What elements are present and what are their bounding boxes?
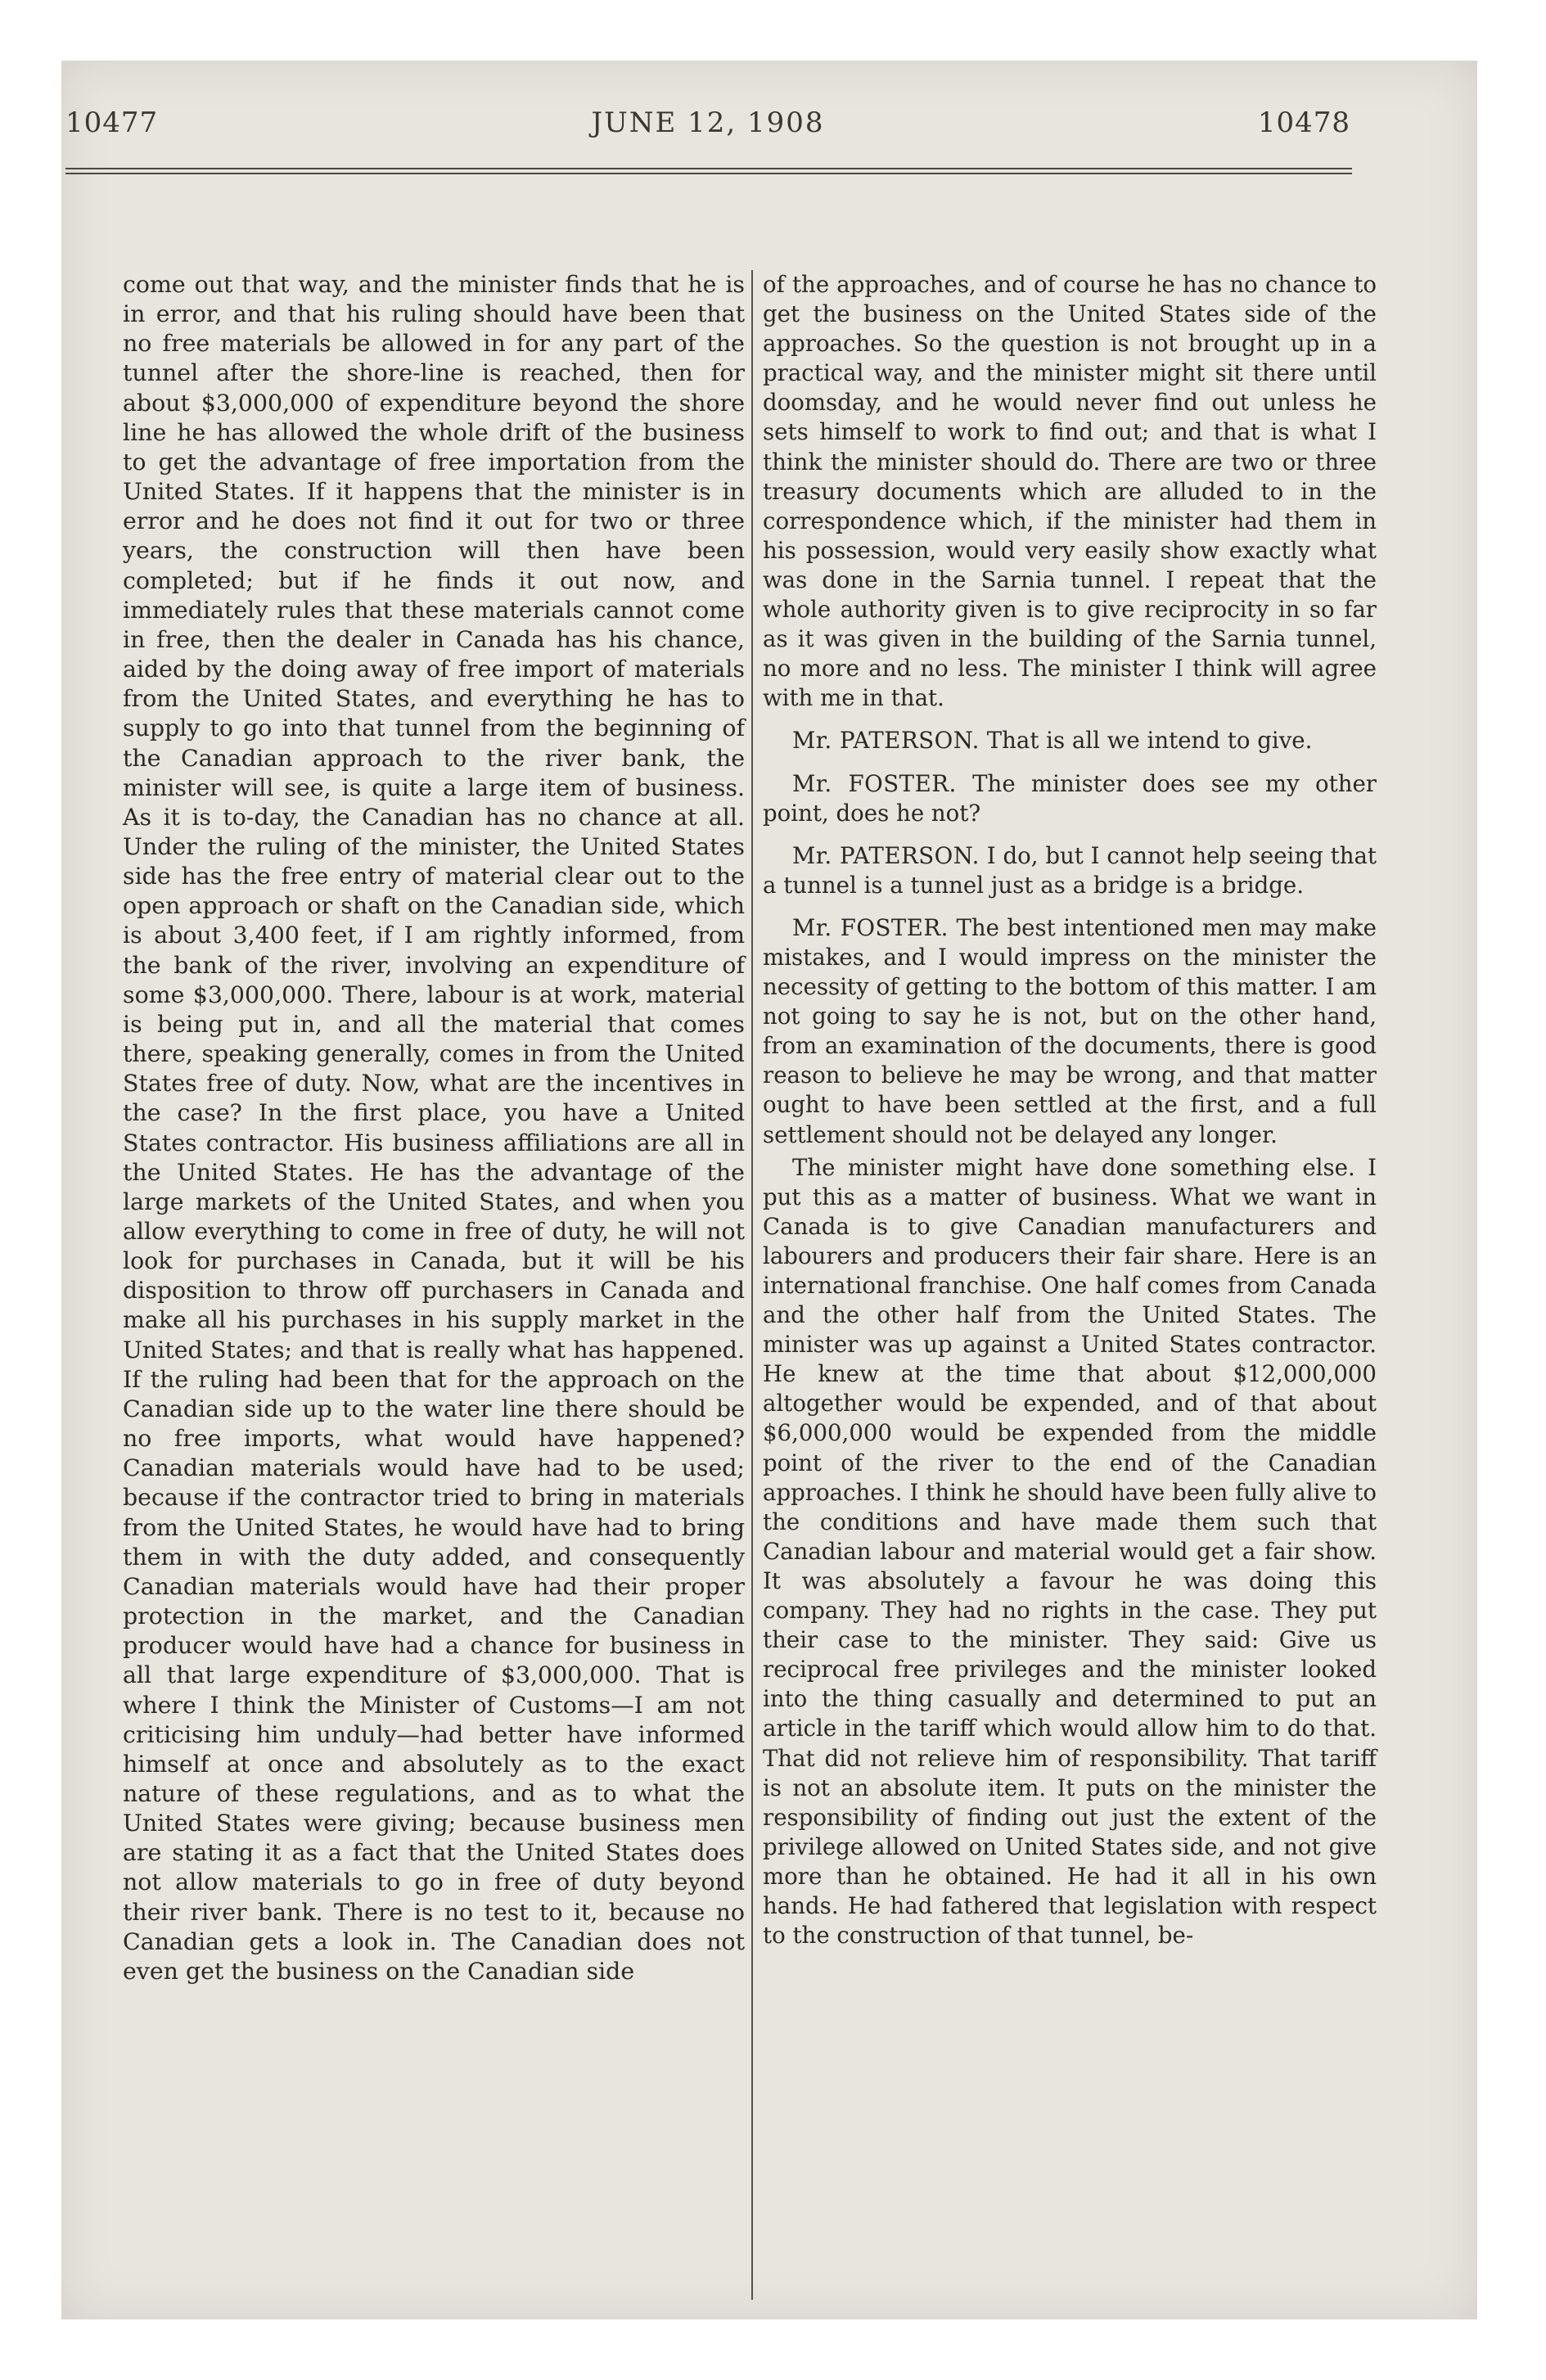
- speech-foster-2: [763, 913, 1377, 1150]
- speech-foster-1: [763, 769, 1377, 828]
- page-date: JUNE 12, 1908: [591, 106, 825, 139]
- speaker-name: Mr. PATERSON.: [792, 841, 980, 869]
- speech-text: The best intentioned men may make mistakes, and I would impress on the minister the necessity of getting to the bottom of this matter. I am not going to say he is not, but on the other hand, from an examination of the documents, there is good reason to believe he may be wrong, and that matter ought to have been settled at the first, and a full settlement should not be delayed any longer.: [763, 913, 1377, 1148]
- right-paragraph-1: of the approaches, and of course he has no chance to get the business on the United States side of the approaches. So the question is not brought up in a practical way, and the minister might sit there until doomsday, and he would never find out unless he sets himself to work to find out; and that is what I think the minister should do. There are two or three treasury documents which are alluded to in the correspondence which, if the minister had them in his possession, would very easily show exactly what was done in the Sarnia tunnel. I repeat that the whole authority given is to give reciprocity in so far as it was given in the building of the Sarnia tunnel, no more and no less. The minister I think will agree with me in that.: [763, 271, 1377, 712]
- right-paragraph-6: The minister might have done something else. I put this as a matter of business. What we want in Canada is to give Canadian manufacturers and labourers and producers their fair share. Here is an international franchise. One half comes from Canada and the other half from the United States. The minister was up against a United States contractor. He knew at the time that about $12,000,000 altogether would be expended, and of that about $6,000,000 would be expended from the middle point of the river to the end of the Canadian approaches. I think he should have been fully alive to the conditions and have made them such that Canadian labour and material would get a fair show. It was absolutely a favour he was doing this company. They had no rights in the case. They put their case to the minister. They said: Give us reciprocal free privileges and the minister looked into the thing casually and determined to put an article in the tariff which would allow him to do that. That did not relieve him of responsibility. That tariff is not an absolute item. It puts on the minister the responsibility of finding out just the extent of the privilege allowed on United States side, and not give more than he obtained. He had it all in his own hands. He had fathered that legislation with respect to the construction of that tunnel, be-: [763, 1153, 1377, 1950]
- right-column: [763, 270, 1377, 1950]
- page-number-left: 10477: [65, 106, 159, 139]
- left-column: [123, 270, 745, 1986]
- speech-text: I do, but I cannot help seeing that a tunnel is a tunnel just as a bridge is a bridge.: [763, 841, 1377, 899]
- page-number-right: 10478: [1257, 106, 1350, 139]
- page-header: [65, 106, 1350, 147]
- speech-text: That is all we intend to give.: [986, 727, 1313, 755]
- column-divider: [751, 270, 753, 2300]
- left-paragraph: come out that way, and the minister finds that he is in error, and that his ruling should have been that no free materials be allowed in for any part of the tunnel after the shore-line is reached, then for about $3,000,000 of expenditure beyond the shore line he has allowed the whole drift of the business to get the advantage of free importation from the United States. If it happens that the minister is in error and he does not find it out for two or three years, the construction will then have been completed; but if he finds it out now, and immediately rules that these materials cannot come in free, then the dealer in Canada has his chance, aided by the doing away of free import of materials from the United States, and everything he has to supply to go into that tunnel from the beginning of the Canadian approach to the river bank, the minister will see, is quite a large item of business. As it is to-day, the Canadian has no chance at all. Under the ruling of the minister, the United States side has the free entry of material clear out to the open approach or shaft on the Canadian side, which is about 3,400 feet, if I am rightly informed, from the bank of the river, involving an expenditure of some $3,000,000. There, labour is at work, material is being put in, and all the material that comes there, speaking generally, comes in from the United States free of duty. Now, what are the incentives in the case? In the first place, you have a United States contractor. His business affiliations are all in the United States. He has the advantage of the large markets of the United States, and when you allow everything to come in free of duty, he will not look for purchases in Canada, but it will be his disposition to throw off purchasers in Canada and make all his purchases in his supply market in the United States; and that is really what has happened. If the ruling had been that for the approach on the Canadian side up to the water line there should be no free imports, what would have happened? Canadian materials would have had to be used; because if the contractor tried to bring in materials from the United States, he would have had to bring them in with the duty added, and consequently Canadian materials would have had their proper protection in the market, and the Canadian producer would have had a chance for business in all that large expenditure of $3,000,000. That is where I think the Minister of Customs—I am not criticising him unduly—had better have informed himself at once and absolutely as to the exact nature of these regulations, and as to what the United States were giving; because business men are stating it as a fact that the United States does not allow materials to go in free of duty beyond their river bank. There is no test to it, because no Canadian gets a look in. The Canadian does not even get the business on the Canadian side: [123, 271, 745, 1985]
- speaker-name: Mr. PATERSON.: [792, 727, 980, 755]
- speech-paterson-1: [763, 726, 1377, 755]
- speech-text: The minister does see my other point, does he not?: [763, 769, 1377, 827]
- speaker-name: Mr. FOSTER.: [792, 913, 949, 941]
- header-rule-bottom: [65, 173, 1352, 174]
- header-rule-top: [65, 168, 1352, 169]
- speaker-name: Mr. FOSTER.: [792, 769, 957, 797]
- speech-paterson-2: [763, 841, 1377, 900]
